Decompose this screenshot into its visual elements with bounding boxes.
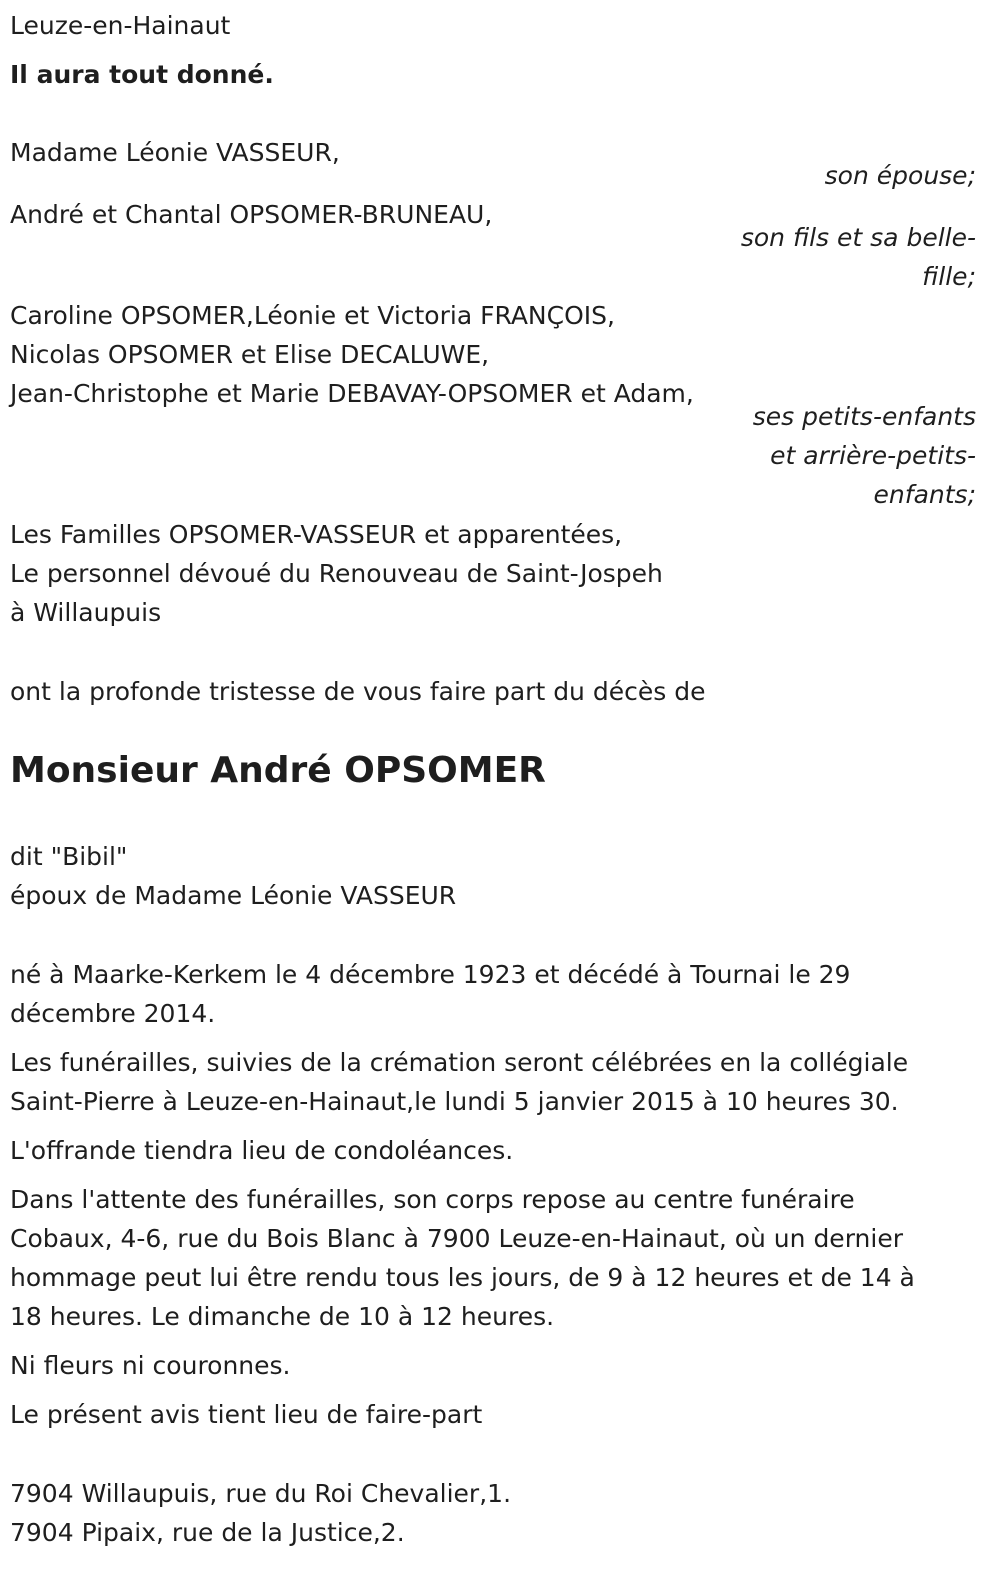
family-name-line: André et Chantal OPSOMER-BRUNEAU, <box>10 200 493 229</box>
paragraph-line: Saint-Pierre à Leuze-en-Hainaut,le lundi 5 janvier 2015 à 10 heures 30. <box>10 1087 899 1116</box>
paragraph-line: Dans l'attente des funérailles, son corps repose au centre funéraire <box>10 1185 855 1214</box>
announcement: ont la profonde tristesse de vous faire part du décès de <box>10 677 706 706</box>
family-relation-line: et arrière-petits- <box>770 441 976 470</box>
paragraph-line: hommage peut lui être rendu tous les jours, de 9 à 12 heures et de 14 à <box>10 1263 915 1292</box>
family-relation-line: fille; <box>922 262 976 291</box>
paragraph-line: L'offrande tiendra lieu de condoléances. <box>10 1136 514 1165</box>
location: Leuze-en-Hainaut <box>10 11 231 40</box>
family-relation-line: son fils et sa belle- <box>740 223 976 252</box>
family-name-line: Caroline OPSOMER,Léonie et Victoria FRANÇOIS, <box>10 301 615 330</box>
family-name-line: Madame Léonie VASSEUR, <box>10 138 340 167</box>
family-name-line: Le personnel dévoué du Renouveau de Saint-Jospeh <box>10 559 663 588</box>
family-relation-line: enfants; <box>873 480 976 509</box>
address-line: 7904 Pipaix, rue de la Justice,2. <box>10 1518 405 1547</box>
family-relation-line: son épouse; <box>824 161 976 190</box>
family-name-line: Jean-Christophe et Marie DEBAVAY-OPSOMER et Adam, <box>10 379 694 408</box>
family-name-line: à Willaupuis <box>10 598 162 627</box>
deceased-name: Monsieur André OPSOMER <box>10 750 546 791</box>
tagline: Il aura tout donné. <box>10 60 274 89</box>
family-name-line: Nicolas OPSOMER et Elise DECALUWE, <box>10 340 490 369</box>
address-line: 7904 Willaupuis, rue du Roi Chevalier,1. <box>10 1479 512 1508</box>
spouse-line: époux de Madame Léonie VASSEUR <box>10 881 457 910</box>
paragraph-line: Les funérailles, suivies de la crémation seront célébrées en la collégiale <box>10 1048 909 1077</box>
paragraph-line: Ni fleurs ni couronnes. <box>10 1351 291 1380</box>
paragraph-line: 18 heures. Le dimanche de 10 à 12 heures. <box>10 1302 555 1331</box>
paragraph-line: décembre 2014. <box>10 999 216 1028</box>
nickname: dit "Bibil" <box>10 842 128 871</box>
paragraph-line: Cobaux, 4-6, rue du Bois Blanc à 7900 Leuze-en-Hainaut, où un dernier <box>10 1224 903 1253</box>
paragraph-line: Le présent avis tient lieu de faire-part <box>10 1400 483 1429</box>
family-relation-line: ses petits-enfants <box>752 402 976 431</box>
family-name-line: Les Familles OPSOMER-VASSEUR et apparentées, <box>10 520 623 549</box>
paragraph-line: né à Maarke-Kerkem le 4 décembre 1923 et décédé à Tournai le 29 <box>10 960 851 989</box>
